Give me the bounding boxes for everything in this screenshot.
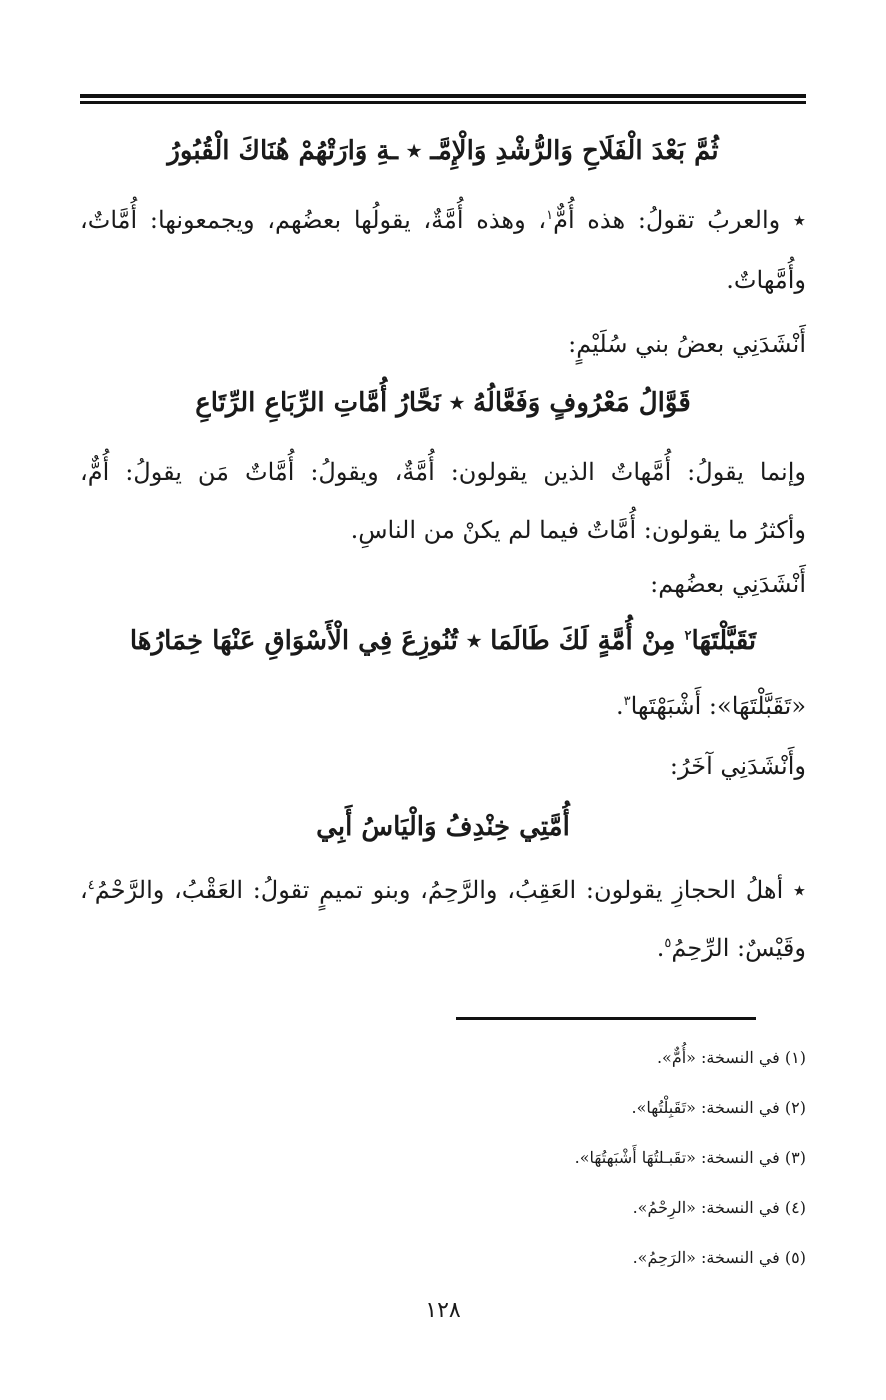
verse-text: مِنْ أُمَّةٍ لَكَ طَالَمَا ٭ تُنُوزِعَ فِي الْأَسْوَاقِ عَنْهَا خِمَارُهَا (129, 626, 685, 656)
poem-intro-1: أَنْشَدَنِي بعضُ بني سُلَيْمٍ: (568, 330, 806, 358)
footnote-ref-5[interactable]: ٥ (664, 936, 672, 951)
page-number: ١٢٨ (425, 1298, 461, 1323)
footnote-3: (٣) في النسخة: «تقَبـلتُهَا أَشْبَهتُهَا». (574, 1148, 806, 1167)
footnote-ref-2[interactable]: ٢ (684, 628, 692, 644)
footnote-ref-3[interactable]: ٣ (623, 694, 631, 709)
prose-line-14 (80, 934, 806, 962)
prose-line-3: وأُمَّهاتٌ. (726, 266, 806, 294)
prose-text: وقَيْسٌ: الرِّحِمُ (671, 934, 806, 962)
prose-text: ٭ والعربُ تقولُ: هذه أُمٌّ (553, 206, 806, 234)
header-rule-thick (80, 94, 806, 98)
verse-line-1: ثُمَّ بَعْدَ الْفَلَاحِ وَالرُّشْدِ وَالْإِمَّـ ٭ ـةِ وَارَتْهُمْ هُنَاكَ الْقُبُورُ (167, 136, 719, 166)
footnote-5: (٥) في النسخة: «الرَحِمُ». (632, 1248, 806, 1267)
prose-text: ٭ أهلُ الحجازِ يقولون: العَقِبُ، والرَّحِمُ، وبنو تميمٍ تقولُ: العَقْبُ، والرَّحْمُ (94, 876, 806, 904)
prose-text: ، وهذه أُمَّةٌ، يقولُها بعضُهم، ويجمعونها: أُمَّاتٌ، (80, 206, 547, 234)
prose-text: . (656, 934, 665, 962)
footnote-4: (٤) في النسخة: «الرِحْمُ». (632, 1198, 806, 1217)
prose-text: ، (80, 876, 88, 904)
header-rule-thin (80, 101, 806, 104)
prose-line-7: وأكثرُ ما يقولون: أُمَّاتٌ فيما لم يكنْ من الناسِ. (350, 516, 806, 544)
verse-text: تَقَبَّلْتَهَا (691, 626, 757, 656)
prose-line-10 (80, 692, 806, 720)
footnote-1: (١) في النسخة: «أُمٌّ». (656, 1048, 806, 1067)
footnote-ref-4[interactable]: ٤ (87, 878, 95, 893)
poem-intro-2: أَنْشَدَنِي بعضُهم: (650, 570, 806, 598)
prose-text: «تَقَبَّلْتَهَا»: أَشْبَهْتَها (630, 692, 806, 720)
footnote-2: (٢) في النسخة: «تَقَبِلْتُها». (631, 1098, 806, 1117)
footnote-separator (456, 1017, 756, 1020)
prose-line-2 (80, 206, 806, 234)
verse-line-2: قَوَّالُ مَعْرُوفٍ وَفَعَّالُهُ ٭ نَحَّارُ أُمَّاتِ الرِّبَاعِ الرِّتَاعِ (195, 388, 691, 418)
footnote-ref-1[interactable]: ١ (546, 208, 554, 223)
poem-intro-3: وأَنْشَدَنِي آخَرُ: (669, 752, 806, 780)
prose-line-6: وإنما يقولُ: أُمَّهاتٌ الذين يقولون: أُمَّةٌ، ويقولُ: أُمَّاتٌ مَن يقولُ: أُمٌّ، (80, 458, 806, 486)
verse-line-4: أُمَّتِي خِنْدِفُ وَالْيَاسُ أَبِي (316, 812, 570, 842)
verse-line-3 (80, 626, 806, 656)
prose-line-13 (80, 876, 806, 904)
prose-text: . (615, 692, 624, 720)
